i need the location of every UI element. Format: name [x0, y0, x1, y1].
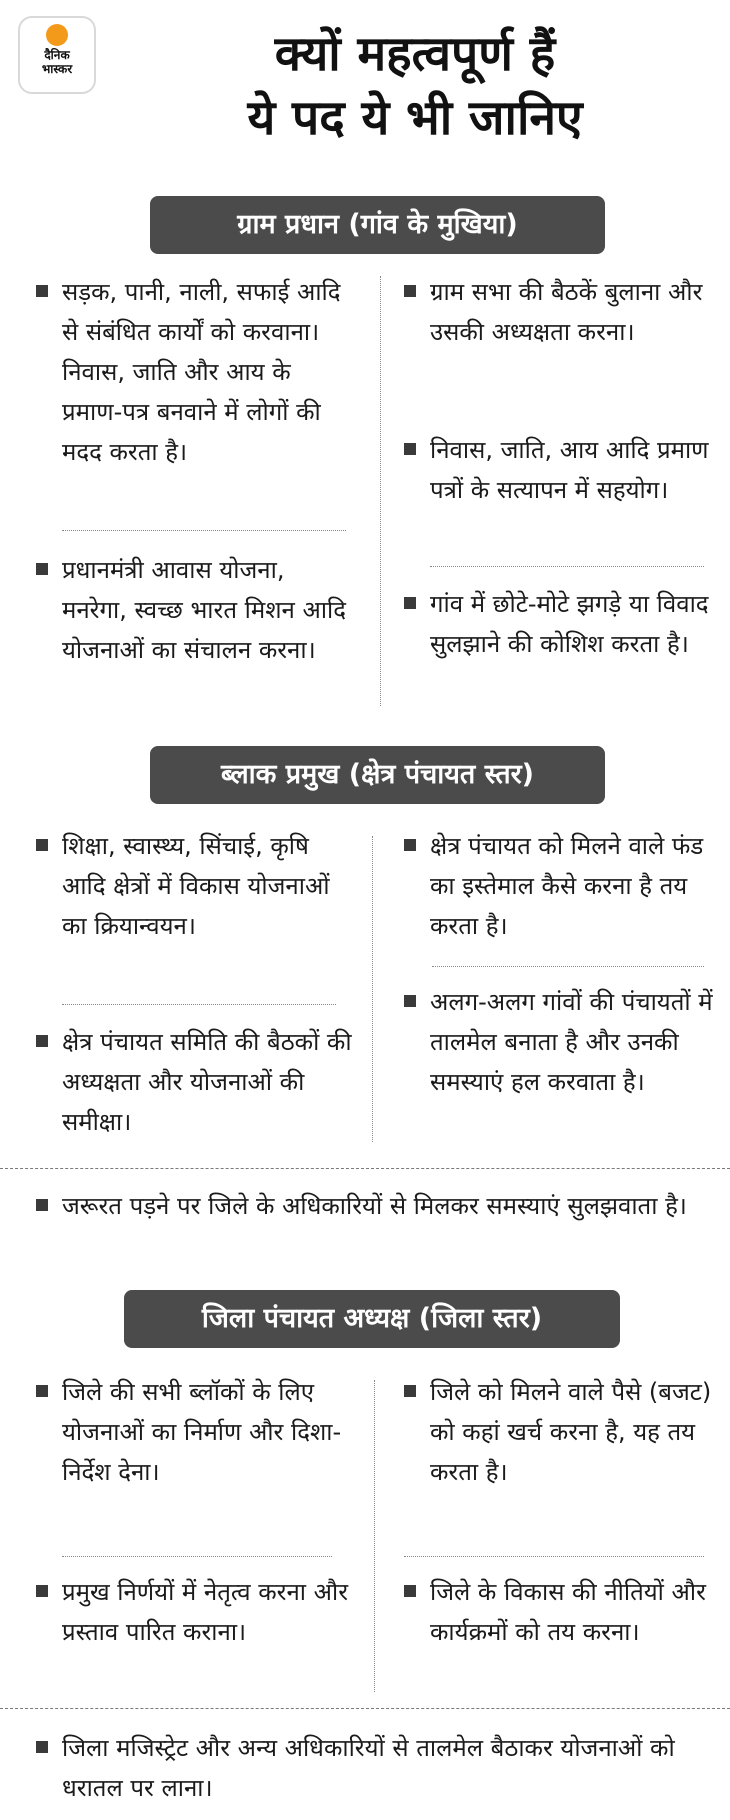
list-item: प्रमुख निर्णयों में नेतृत्व करना और प्रस्ताव पारित कराना। — [36, 1572, 356, 1652]
list-item: निवास, जाति, आय आदि प्रमाण पत्रों के सत्यापन में सहयोग। — [404, 430, 718, 510]
dainik-bhaskar-logo — [18, 16, 96, 94]
column-divider — [374, 1380, 375, 1692]
divider — [62, 1004, 336, 1005]
bullet-square-icon — [36, 1585, 48, 1597]
bullet-square-icon — [36, 1741, 48, 1753]
list-item: प्रधानमंत्री आवास योजना, मनरेगा, स्वच्छ भारत मिशन आदि योजनाओं का संचालन करना। — [36, 550, 356, 670]
bullet-square-icon — [36, 1199, 48, 1211]
section-divider — [0, 1168, 730, 1169]
divider — [432, 966, 704, 967]
bullet-square-icon — [36, 1035, 48, 1047]
column-divider — [380, 276, 381, 706]
section-heading-zila-panchayat: जिला पंचायत अध्यक्ष (जिला स्तर) — [124, 1290, 620, 1348]
page-title — [110, 22, 720, 150]
list-item: शिक्षा, स्वास्थ्य, सिंचाई, कृषि आदि क्षेत्रों में विकास योजनाओं का क्रियान्वयन। — [36, 826, 356, 946]
list-item: गांव में छोटे-मोटे झगड़े या विवाद सुलझाने की कोशिश करता है। — [404, 584, 718, 664]
bullet-square-icon — [36, 1385, 48, 1397]
logo-line-1: दैनिक — [44, 48, 70, 62]
bullet-square-icon — [404, 839, 416, 851]
list-item: क्षेत्र पंचायत समिति की बैठकों की अध्यक्षता और योजनाओं की समीक्षा। — [36, 1022, 356, 1142]
section-divider — [0, 1708, 730, 1709]
list-item: क्षेत्र पंचायत को मिलने वाले फंड का इस्तेमाल कैसे करना है तय करता है। — [404, 826, 718, 946]
list-item: ग्राम सभा की बैठकें बुलाना और उसकी अध्यक्षता करना। — [404, 272, 718, 352]
bullet-square-icon — [404, 995, 416, 1007]
logo-line-2: भास्कर — [41, 62, 73, 76]
bullet-square-icon — [36, 285, 48, 297]
divider — [404, 1556, 704, 1557]
section-heading-gram-pradhan: ग्राम प्रधान (गांव के मुखिया) — [150, 196, 605, 254]
list-item-footer: जिला मजिस्ट्रेट और अन्य अधिकारियों से तालमेल बैठाकर योजनाओं को धरातल पर लाना। — [36, 1728, 716, 1808]
divider — [430, 566, 704, 567]
bullet-square-icon — [36, 839, 48, 851]
bullet-square-icon — [404, 597, 416, 609]
bullet-square-icon — [36, 563, 48, 575]
bullet-square-icon — [404, 285, 416, 297]
bullet-square-icon — [404, 1385, 416, 1397]
list-item: जिले की सभी ब्लॉकों के लिए योजनाओं का निर्माण और दिशा-निर्देश देना। — [36, 1372, 356, 1492]
section-heading-block-pramukh: ब्लाक प्रमुख (क्षेत्र पंचायत स्तर) — [150, 746, 605, 804]
column-divider — [372, 836, 373, 1142]
list-item: जिले के विकास की नीतियों और कार्यक्रमों को तय करना। — [404, 1572, 718, 1652]
page-title-line-1: क्यों महत्वपूर्ण हैं — [274, 26, 556, 82]
bullet-square-icon — [404, 1585, 416, 1597]
list-item: सड़क, पानी, नाली, सफाई आदि से संबंधित कार्यों को करवाना। निवास, जाति और आय के प्रमाण-पत्र बनवाने में लोगों की मदद करता है। — [36, 272, 356, 472]
page-title-line-2: ये पद ये भी जानिए — [247, 90, 583, 146]
divider — [62, 1556, 332, 1557]
sun-icon — [46, 24, 68, 46]
list-item-footer: जरूरत पड़ने पर जिले के अधिकारियों से मिलकर समस्याएं सुलझवाता है। — [36, 1186, 716, 1226]
bullet-square-icon — [404, 443, 416, 455]
list-item: जिले को मिलने वाले पैसे (बजट) को कहां खर्च करना है, यह तय करता है। — [404, 1372, 718, 1492]
list-item: अलग-अलग गांवों की पंचायतों में तालमेल बनाता है और उनकी समस्याएं हल करवाता है। — [404, 982, 718, 1102]
divider — [62, 530, 346, 531]
